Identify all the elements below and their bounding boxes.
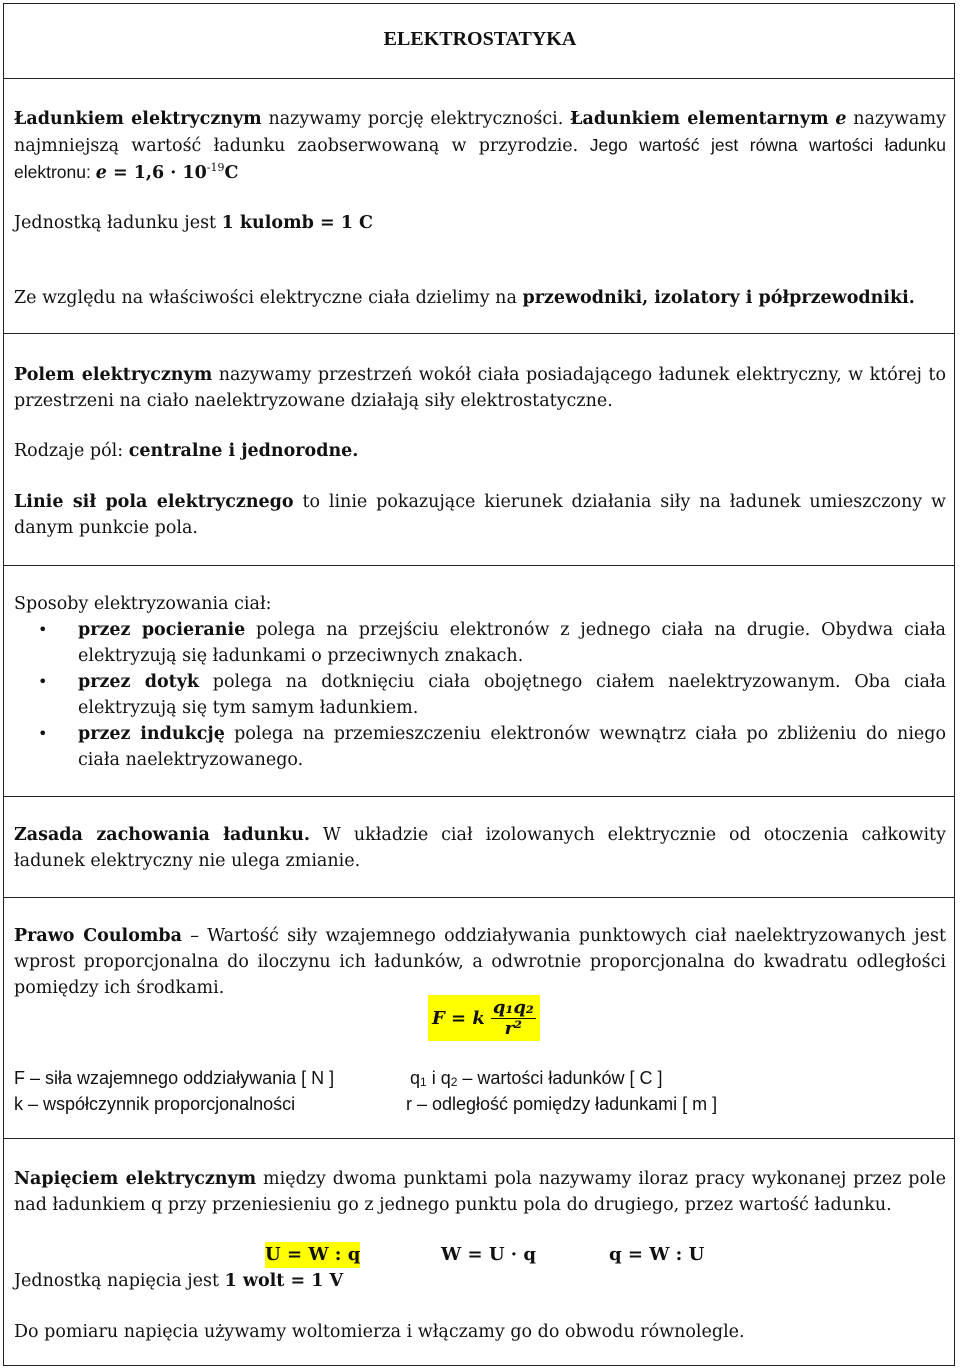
materials-classification <box>14 285 946 311</box>
text: polega na przejściu elektronów z jednego ciała na drugie. Obydwa ciała elektryzują się ładunkami o przeciwnych znakach. <box>78 620 946 666</box>
text: nazywamy porcję elektryczności. <box>261 109 571 129</box>
field-lines-definition <box>14 489 946 541</box>
charge-value: = 1,6 · 10 <box>106 163 207 183</box>
exponent: -19 <box>206 161 225 174</box>
divider <box>3 565 955 566</box>
text: W układzie ciał izolowanych elektrycznie od otoczenia całkowity ładunek elektryczny nie ulega zmianie. <box>14 825 946 871</box>
symbol-e: e <box>95 163 107 183</box>
text: Ze względu na właściwości elektryczne ciała dzielimy na <box>14 288 523 308</box>
charge-formula: q = W : U <box>609 1244 705 1265</box>
text: polega na przemieszczeniu elektronów wewnątrz ciała po zbliżeniu do niego ciała naelektryzowanego. <box>78 724 947 770</box>
divider <box>3 78 955 79</box>
fraction <box>491 998 536 1039</box>
list-item <box>14 617 946 669</box>
divider <box>3 333 955 334</box>
page-title: ELEKTROSTATYKA <box>383 28 577 50</box>
divider <box>3 796 955 797</box>
coulomb-formula <box>428 995 540 1041</box>
text: Jednostką ładunku jest <box>14 213 222 233</box>
term-elementary-charge: Ładunkiem elementarnym <box>570 109 829 129</box>
voltmeter-note: Do pomiaru napięcia używamy woltomierza i włączamy go do obwodu równolegle. <box>14 1322 745 1342</box>
voltage-unit <box>14 1268 946 1294</box>
legend-k: k – współczynnik proporcjonalności <box>14 1094 296 1114</box>
term-conservation: Zasada zachowania ładunku. <box>14 825 310 845</box>
symbol-e: e <box>835 109 847 129</box>
formula-lhs: F = k <box>432 1007 485 1029</box>
text: nazywamy najmniejszą wartość ładunku zaobserwowaną w przyrodzie. <box>14 109 946 156</box>
method-name: przez pocieranie <box>78 620 246 640</box>
bullet-icon: • <box>38 620 48 639</box>
list-item <box>14 721 946 773</box>
legend-r: r – odległość pomiędzy ładunkami [ m ] <box>406 1094 718 1114</box>
list-item <box>14 669 946 721</box>
unit-definition: 1 kulomb = 1 C <box>221 213 373 233</box>
text: Jednostką napięcia jest <box>14 1271 225 1291</box>
term-electric-charge: Ładunkiem elektrycznym <box>14 109 262 129</box>
charge-definition <box>14 106 946 186</box>
text: Rodzaje pól: <box>14 441 129 461</box>
legend-q <box>410 1065 663 1091</box>
bullet-icon: • <box>38 724 48 743</box>
term-coulomb-law: Prawo Coulomba <box>14 926 182 946</box>
field-definition <box>14 362 946 414</box>
field-types-list: centralne i jednorodne. <box>128 441 359 461</box>
charge-unit <box>14 210 946 236</box>
divider <box>3 897 955 898</box>
text: między dwoma punktami pola nazywamy iloraz pracy wykonanej przez pole nad ładunkiem q przy przeniesieniu go z jednego punktu pola do drugiego, przez wartość ładunku. <box>14 1169 946 1215</box>
term-voltage: Napięciem elektrycznym <box>14 1169 257 1189</box>
text: – Wartość siły wzajemnego oddziaływania punktowych ciał naelektryzowanych jest wprost proporcjonalna do iloczynu ich ładunków, a odwrotnie proporcjonalna do kwadratu odległości pomiędzy ich środkami. <box>14 926 946 998</box>
voltage-definition <box>14 1166 946 1218</box>
bullet-icon: • <box>38 672 48 691</box>
denominator: r² <box>504 1017 523 1039</box>
text: Jego wartość jest równa wartości ładunku elektronu: <box>14 135 946 182</box>
unit-definition: 1 wolt = 1 V <box>224 1271 344 1291</box>
work-formula: W = U · q <box>441 1244 536 1265</box>
field-types <box>14 438 946 464</box>
legend-f: F – siła wzajemnego oddziaływania [ N ] <box>14 1068 335 1088</box>
subscript: 2 <box>450 1075 458 1089</box>
text: to linie pokazujące kierunek działania siły na ładunek umieszczony w danym punkcie pola. <box>14 492 946 538</box>
electrification-heading: Sposoby elektryzowania ciał: <box>14 594 272 614</box>
unit: C <box>224 163 239 183</box>
term-electric-field: Polem elektrycznym <box>14 365 213 385</box>
method-name: przez indukcję <box>78 724 225 744</box>
text: nazywamy przestrzeń wokół ciała posiadającego ładunek elektryczny, w której to przestrzeni na ciało naelektryzowane działają siły elektrostatyczne. <box>14 365 946 411</box>
charge-conservation <box>14 822 946 874</box>
text: q <box>410 1068 421 1088</box>
divider <box>3 1138 955 1139</box>
electrification-list <box>14 617 946 773</box>
text: – wartości ładunków [ C ] <box>457 1068 663 1088</box>
voltage-formula: U = W : q <box>265 1242 360 1268</box>
method-name: przez dotyk <box>78 672 200 692</box>
material-types: przewodniki, izolatory i półprzewodniki. <box>522 288 915 308</box>
numerator: q₁q₂ <box>492 996 534 1018</box>
text: polega na dotknięciu ciała obojętnego ciałem naelektryzowanym. Oba ciała elektryzują się tym samym ładunkiem. <box>78 672 946 718</box>
subscript: 1 <box>420 1075 427 1089</box>
coulomb-law <box>14 923 946 1001</box>
text: i q <box>426 1068 451 1088</box>
term-field-lines: Linie sił pola elektrycznego <box>14 492 294 512</box>
